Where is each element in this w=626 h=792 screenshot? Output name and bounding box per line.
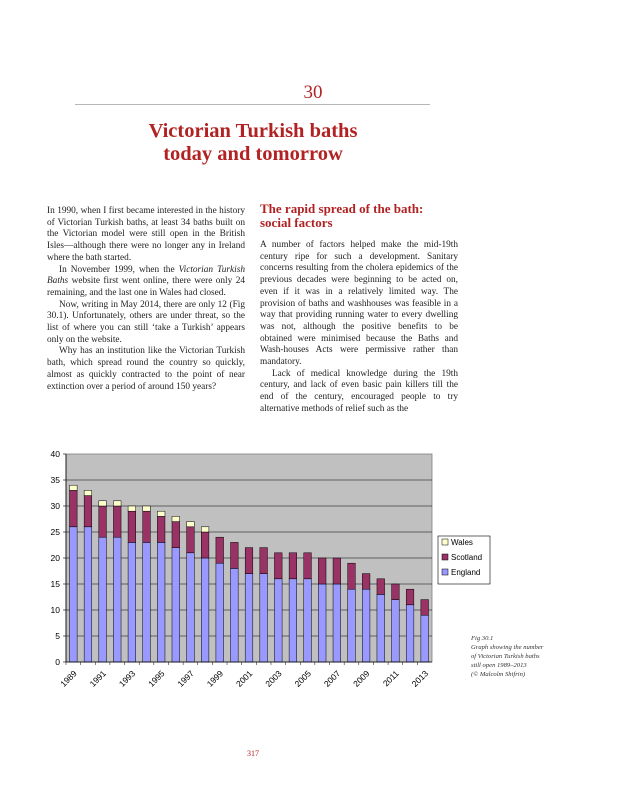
bar-scotland-2013 bbox=[421, 600, 429, 616]
chapter-title bbox=[100, 120, 406, 166]
chapter-number: 30 bbox=[303, 82, 323, 103]
y-tick-label-25: 25 bbox=[50, 527, 60, 537]
bar-england-1998 bbox=[201, 558, 209, 662]
x-tick-label-2003: 2003 bbox=[263, 668, 284, 689]
bar-scotland-1996 bbox=[172, 522, 180, 548]
figure-caption-line-3: still open 1989–2013 bbox=[471, 662, 527, 669]
figure-caption-label: Fig 30.1 bbox=[471, 635, 494, 642]
section-heading bbox=[260, 202, 460, 230]
bar-wales-1997 bbox=[187, 522, 195, 527]
y-tick-label-20: 20 bbox=[50, 553, 60, 563]
legend-label-scotland: Scotland bbox=[451, 553, 483, 562]
bar-wales-1992 bbox=[113, 501, 121, 506]
bar-england-2012 bbox=[406, 605, 414, 662]
chapter-title-line-1: Victorian Turkish baths bbox=[148, 120, 358, 142]
bar-england-2007 bbox=[333, 584, 341, 662]
bar-scotland-2007 bbox=[333, 558, 341, 584]
section-heading-line-1: The rapid spread of the bath: bbox=[260, 201, 424, 216]
bar-scotland-1989 bbox=[70, 490, 78, 526]
x-tick-label-2005: 2005 bbox=[292, 668, 313, 689]
bar-scotland-2000 bbox=[231, 542, 239, 568]
bar-england-2000 bbox=[231, 568, 239, 662]
bar-england-2013 bbox=[421, 615, 429, 662]
bar-england-1994 bbox=[143, 542, 151, 662]
figure-caption-line-4: (© Malcolm Shifrin) bbox=[471, 671, 526, 678]
bar-scotland-1992 bbox=[113, 506, 121, 537]
bar-scotland-2011 bbox=[392, 584, 400, 600]
bar-england-2010 bbox=[377, 594, 385, 662]
bar-england-1993 bbox=[128, 542, 136, 662]
bar-england-1999 bbox=[216, 563, 224, 662]
bar-england-1989 bbox=[70, 527, 78, 662]
y-tick-label-5: 5 bbox=[55, 631, 60, 641]
bar-scotland-1999 bbox=[216, 537, 224, 563]
bar-scotland-2006 bbox=[318, 558, 326, 584]
chapter-title-line-2: today and tomorrow bbox=[163, 143, 343, 165]
bar-england-2009 bbox=[362, 589, 370, 662]
bar-england-1990 bbox=[84, 527, 92, 662]
bar-scotland-2009 bbox=[362, 574, 370, 590]
x-tick-label-1995: 1995 bbox=[146, 668, 167, 689]
x-tick-label-2007: 2007 bbox=[321, 668, 343, 689]
legend-swatch-wales bbox=[442, 539, 448, 545]
y-tick-label-15: 15 bbox=[50, 579, 60, 589]
bar-england-2008 bbox=[348, 589, 356, 662]
legend-swatch-scotland bbox=[442, 554, 448, 560]
bar-wales-1996 bbox=[172, 516, 180, 521]
y-tick-label-0: 0 bbox=[55, 657, 60, 667]
legend-label-england: England bbox=[451, 568, 481, 577]
bar-wales-1995 bbox=[157, 511, 165, 516]
bar-england-1991 bbox=[99, 537, 107, 662]
figure-caption bbox=[471, 634, 571, 679]
right-paragraph-2: Lack of medical knowledge during the 19th century, and lack of even basic pain killers till the end of the century, encouraged people to try alternative methods of relief such as the bbox=[260, 368, 458, 414]
bar-england-2001 bbox=[245, 574, 253, 662]
bar-wales-1993 bbox=[128, 506, 136, 511]
figure-caption-line-2: of Victorian Turkish baths bbox=[471, 653, 540, 660]
bar-scotland-2012 bbox=[406, 589, 414, 605]
page-number: 317 bbox=[247, 749, 259, 758]
bar-scotland-2003 bbox=[274, 553, 282, 579]
y-tick-label-30: 30 bbox=[50, 501, 60, 511]
bar-scotland-1997 bbox=[187, 527, 195, 553]
bar-scotland-1991 bbox=[99, 506, 107, 537]
x-tick-label-1999: 1999 bbox=[204, 668, 226, 689]
legend-swatch-england bbox=[442, 569, 448, 575]
right-paragraph-1: A number of factors helped make the mid-19th century ripe for such a development. Sanitary concerns resulting from the cholera epidemics of the previous decades were beginning to be acted on, even if it was in a relatively limited way. The provision of baths and washhouses was feasible in a way that providing running water to every dwelling was not, although the positive benefits to be obtained were minimised because the Baths and Wash-houses Acts were permissive rather than mandatory. bbox=[260, 240, 458, 368]
left-paragraph-1: In 1990, when I first became interested in the history of Victorian Turkish baths, at least 34 baths built on the Victorian model were still open in the British Isles—although there were no longer any in Ireland where the bath started. bbox=[47, 206, 245, 263]
bar-england-1996 bbox=[172, 548, 180, 662]
bar-wales-1989 bbox=[70, 485, 78, 490]
x-tick-label-1993: 1993 bbox=[116, 668, 138, 689]
legend-label-wales: Wales bbox=[451, 538, 473, 547]
bar-scotland-2010 bbox=[377, 579, 385, 595]
bar-scotland-1995 bbox=[157, 516, 165, 542]
bar-wales-1991 bbox=[99, 501, 107, 506]
bar-scotland-1993 bbox=[128, 511, 136, 542]
bar-scotland-2004 bbox=[289, 553, 297, 579]
bar-england-2002 bbox=[260, 574, 268, 662]
bar-wales-1990 bbox=[84, 490, 92, 495]
x-tick-label-2001: 2001 bbox=[233, 668, 255, 689]
figure-caption-line-1: Graph showing the number bbox=[471, 644, 544, 651]
bar-scotland-2008 bbox=[348, 563, 356, 589]
bar-wales-1998 bbox=[201, 527, 209, 532]
y-tick-label-10: 10 bbox=[50, 605, 60, 615]
x-tick-label-2013: 2013 bbox=[409, 668, 431, 689]
bar-england-1997 bbox=[187, 553, 195, 662]
bar-scotland-1994 bbox=[143, 511, 151, 542]
bar-england-1995 bbox=[157, 542, 165, 662]
bar-scotland-2005 bbox=[304, 553, 312, 579]
bar-england-2011 bbox=[392, 600, 400, 662]
bar-england-2004 bbox=[289, 579, 297, 662]
left-paragraph-2: In November 1999, when the Victorian Turkish Baths website first went online, there were only 24 remaining, and the last one in Wales had closed. bbox=[47, 264, 245, 298]
bar-england-2003 bbox=[274, 579, 282, 662]
chapter-divider bbox=[75, 104, 430, 105]
left-column-text bbox=[47, 206, 245, 393]
x-tick-label-1991: 1991 bbox=[87, 668, 109, 689]
x-tick-label-1989: 1989 bbox=[58, 668, 79, 689]
bar-england-1992 bbox=[113, 537, 121, 662]
left-paragraph-3: Now, writing in May 2014, there are only 12 (Fig 30.1). Unfortunately, others are under threat, so the list of where you can still ‘take a Turkish’ appears only on the website. bbox=[47, 299, 245, 345]
bar-scotland-1990 bbox=[84, 496, 92, 527]
bar-scotland-1998 bbox=[201, 532, 209, 558]
bar-scotland-2001 bbox=[245, 548, 253, 574]
x-tick-label-1997: 1997 bbox=[175, 668, 196, 689]
x-tick-label-2011: 2011 bbox=[380, 668, 401, 689]
x-tick-label-2009: 2009 bbox=[351, 668, 372, 689]
right-column-text bbox=[260, 240, 458, 416]
bar-scotland-2002 bbox=[260, 548, 268, 574]
y-tick-label-40: 40 bbox=[50, 449, 60, 459]
y-tick-label-35: 35 bbox=[50, 475, 60, 485]
left-paragraph-4: Why has an institution like the Victorian Turkish bath, which spread round the country so quickly, almost as quickly contracted to the point of near extinction over a period of around 150 years? bbox=[47, 346, 245, 392]
bar-wales-1994 bbox=[143, 506, 151, 511]
bar-england-2005 bbox=[304, 579, 312, 662]
section-heading-line-2: social factors bbox=[260, 215, 333, 230]
bar-england-2006 bbox=[318, 584, 326, 662]
